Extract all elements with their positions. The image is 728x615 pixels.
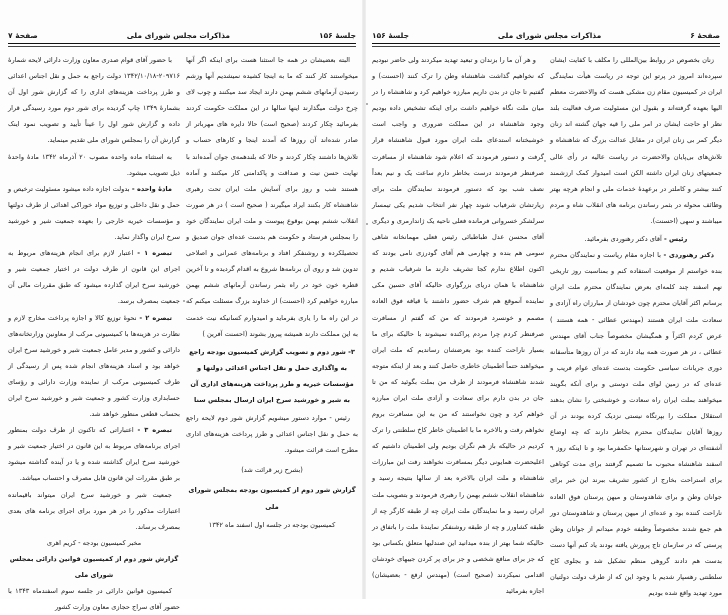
single-article [8, 181, 180, 245]
rahnavardi-speech [550, 247, 722, 601]
chair-statement: رئیس - موارد دستور میشویم گزارش شور دوم لایحه راجع به حمل و نقل اجناس اعدائی و طرز پرداخت هزینه‌های اداری مطرح است قرائت میشود. [186, 414, 358, 455]
chair-call [550, 231, 722, 247]
right-page [364, 0, 728, 599]
speaker-label: دکتر رهنوردی - [663, 251, 714, 260]
scan-speck [366, 103, 368, 105]
left-page-header [8, 28, 356, 42]
article-label: مادهٔ واحده - [131, 184, 172, 193]
right-page-number: صفحهٔ ۶ [690, 30, 720, 40]
note-1-label: تبصره ۱ - [137, 249, 172, 258]
speech-paragraph: زنان بخصوص در روابط بین‌المللی را مکلف با کفایت ایشان سپرده‌اند امروز در پرتو این توجه در ریاست هیأت نمایندگی ایران در کمیسیون مقام زن مشکی هست که والاحضرت معظم الیها بعهده گرفته‌اند و بقبول این مسئولیت صرف فعالیت بلند نظر او حاجت ایشان در امر ملی را قیه جهان گشته اند زنان دیگر کمر بی زنان ایران در مقابل عدالت بزرگ که شاهنشاه و تلاش‌های بی‌پایان والاحضرت در ریاست عالیه در رأی عالی جمعیتهای زنان ایران داشته الکن است امیدوار کمک ارزشمند کنند بیشتر و کاملتر در برعهدهٔ خدمات ملی و انجام هرچه بهتر وظائف محوله در بثمر رساندن برنامه های انقلاب شاه و مردم میباشند و سهی (احسنت). [550, 56, 722, 225]
note-3-text: اعتباراتی که تاکنون از طرف دولت بمنظور اجرای برنامه‌های مربوط به این قانون در اختیار جمعیت شیر و خورشید سرخ ایران گذاشته شده و یا در آینده گذاشته میشود بر طبق مقررات این قانون قابل مصرف و احتساب میباشد. [8, 426, 180, 483]
second-report-title: گزارش شور دوم از کمیسیون قوانین دارائی بمجلس شورای ملی [9, 554, 179, 579]
header-rule [8, 43, 356, 44]
right-page-header [372, 28, 720, 42]
second-report-intro: کمیسیون قوانین دارائی در جلسه سوم اسفندماه ۱۳۴۳ با حضور آقای سراج حجازی معاون وزارت کشور [8, 587, 180, 612]
scan-speck [183, 300, 185, 302]
exception-note: به استثناء ماده واحده مصوب ۲۰ آذرماه ۱۳۴۲ مادهٔ واحدهٔ ذیل تصویب میشود. [8, 152, 180, 177]
note-2-text: نحوهٔ توزیع کالا و اجازه پرداخت مخارج لازم و نظارت در هزینه‌ها با کمیسیونی مرکب از معاونین وزارتخانه‌های دارائی و کشور و مدیر عامل جمعیت شیر و خورشید سرخ ایران خواهد بود و اسناد هزینه‌های انجام شده پس از رسیدگی از طرف کمیسیونی مرکب از نماینده وزارت دارائی و رؤسای حسابداری وزارت کشور و جمعیت شیر و خورشید سرخ ایران بحساب قطعی منظور خواهد شد. [8, 313, 180, 419]
right-page-left-column [372, 52, 544, 599]
note-1 [8, 245, 180, 309]
report-intro: با حضور آقای قوام صدری معاون وزارت دارائی لایحه شمارهٔ ۲۰۹۷۱۶-۱۳۴۲/۱۰/۱۸ دولت راجع به حمل و نقل اجناس اعدائی و طرز پرداخت هزینه‌های اداری را که گزارش شور اول آن بشمارهٔ ۱۳۴۹ چاپ گردیده برای شور دوم مورد رسیدگی قرار داده و گزارش شور اول را عیناً تأیید و تصویب نمود اینک گزارش آن را بمجلس شورای ملی تقدیم مینماید. [8, 56, 180, 145]
rapporteur-signature: مخبر کمیسیون بودجه - کریم اهری [46, 538, 142, 547]
right-page-right-column [550, 52, 722, 601]
left-page-number: صفحهٔ ۷ [8, 30, 38, 40]
left-page-right-column [186, 52, 358, 533]
note-3 [8, 422, 180, 486]
chair-call-text: آقای دکتر رهنوردی بفرمائید. [584, 235, 662, 244]
left-page [0, 0, 364, 612]
note-2-label: تبصره ۲ - [139, 313, 172, 322]
article-text: بدولت اجازه داده میشود مسئولیت ترخیص و حمل و نقل داخلی و توزیع مواد خوراکی اهدائی از طرف دولتها و مؤسسات خیریه خارجی را بعهده جمعیت شیر و خورشید سرخ ایران واگذار نماید. [8, 184, 180, 242]
header-rule-thin [8, 46, 356, 47]
header-rule [372, 43, 720, 44]
scan-speck [366, 223, 368, 225]
speech-continuation: و هر آن ما را بزندان و تبعید تهدید میکردند ولی حاضر نبودیم که نخواهیم گذاشت شاهنشاه وطن را ترک کنند (احسنت) و گفتیم تا جان در بدن داریم مبارزه خواهیم کرد و شاهنشاه را در میان ملت نگاه خواهیم داشت برای اینکه تشخیص داده بودیم وجود شاهنشاه در این مملکت ضروری و واجب است خوشبختانه استدعای ملت ایران مورد قبول شاهنشاه قرار گرفت و دستور فرمودند که اعلام شود شاهنشاه از مسافرت صرفنظر فرمودند درست بخاطر دارم ساعت یک و نیم بعداً نصف شب بود که دستور فرمودند نمایندگان ملت برای زیارتشان شرفیاب شوند چهار نفر انتخاب شدیم یکی تیمسار سرلشکر خسروانی فرمانده فعلی ناحیه یک ژاندارمری و دیگری آقای محسن عدل طباطبائی رئیس فعلی مهمانخانه شاهی سومی هم بنده و چهارمی هم آقای گودرزی نامی بودند که اکنون اطلاع ندارم کجا تشریف دارند ما شرفیاب شدیم و شاهنشاه با همان دریای بزرگواری حالیکه آقای حسین مکی نماینده آنموقع هم شرف حضور داشتند با قیافه فوق العاده مصمم و خونسرد فرمودند که من که گفتم از مسافرت صرفنظر کردم چرا مردم پراکنده نمیشوند با حالیکه برای ما بسیار ناراحت کننده بود بعرضشان رساندیم که ملت ایران میخواهند حتماً اطمینان خاطری حاصل کنند و بعد از اینکه متوجه شدند شاهنشاه فرمودند از طرف من بملت بگوئید که من تا جان در بدن دارم برای سعادت و آزادی ملت ایران مبارزه خواهم کرد و چون نخواستند که من به این مسافرت بروم نخواهم رفت و بالاخره ما با اطمینان خاطر کاخ سلطنتی را ترک کردیم در حالیکه باز هم نگران بودیم ولی اطمینان داشتیم که اعلیحضرت همایونی دیگر بمسافرت نخواهند رفت این مبارزات شاهنشاه و ملت ایران بالاخره بعد از سالها بنتیجه رسید و شاهنشاه انقلاب ششم بهمن را رهبری فرمودند و بتصویب ملت ایران رسید و ما نمایندگان ملت ایران چه از طبقه کارگر چه از طبقه کشاورز و چه از طبقه روشنفکر نمایندهٔ ملت را باتفاق در حالیکه شما بهتر از بنده میدانید این صندلیها متعلق بکسانی بود که جز برای منافع شخصی و جز برای پر کردن جیبهای خودشان اقدامی نمیکردند (صحیح است) (مهندس ارفع - بعضیشان) اجازه بفرمائید [372, 56, 544, 596]
speaker-label: رئیس - [664, 235, 688, 244]
header-rule-thin [372, 46, 720, 47]
note-2 [8, 310, 180, 423]
speech-paragraph: البته بعضیشان در همه جا استثنا هست برای اینکه اگر آنها میخواستند کار کنند که ما به اینجا کشیده نمیشدیم آنها وزشم رسیدن آرمانهای ششم بهمن دارند ایجاد سد میکنند و چوب لای چرخ دولت میگذارند اینها سالها در این مملکت حکومت کردند بفرمائید چکار کردند (صحیح است) حالا دایره های مهرباتر از صادر شده‌اند آن روزها که آمدند اینجا و کارهای حساب و تلاش‌ها داشتند چکار کردند و حالا که بلند‌همه‌ی جوان آمده‌اند با نهایت حسن نیت و صداقت و پاکدامنی کار میکنند و آماده هستند شب و روز برای آسایش ملت ایران تحت رهبری شاهنشاه کار بکنند ایراد میگیرند ( صحیح است ) در هر صورت انقلاب ششم بهمن بوقوع پیوست و ملت ایران نمایندگان خود را بمجلس فرستاد و حکومت هم بدست عده‌ای جوان صدیق و تحصیلکرده و روشنفکر افتاد و برنامه‌های عمرانی و اصلاحی تدوین شد و روی آن برنامه‌ها شروع به اقدام گردیده و تا آخرین قطره خون خود در راه بثمر رساندن آرمانهای ششم بهمن مبارزه خواهیم کرد (احسنت) از خداوند بزرگ مسئلت میکنم که در این راه ما را یاری بفرماید و امیدوارم کسانیکه نیت خدمت به این مملکت دارند همیشه پیروز بشوند (احسنت آفرین ) [186, 56, 358, 338]
report-title: گزارش شور دوم از کمیسیون بودجه بمجلس شورای ملی [188, 486, 356, 511]
right-header-title: مذاکرات مجلس شورای ملی [497, 30, 602, 40]
right-session-label: جلسهٔ ۱۵۶ [372, 30, 409, 40]
left-session-label: جلسهٔ ۱۵۶ [319, 30, 356, 40]
note-3-label: تبصره ۳ - [137, 426, 172, 435]
reading-note: (بشرح زیر قرائت شد) [241, 466, 303, 475]
rahnavardi-speech-text: با اجازه مقام ریاست و نمایندگان محترم بنده خواستم از موقعیت استفاده کنم و بمناسبت روز تاریخی نهم اسفند چند کلمه‌ای بعرض نمایندگان محترم ملت ایران برسانم اکثر آقایان محترم چون خودشان از مبارزان راه آزادی و سعادت ملت ایران هستند (مهندس عطائی - همه هستند ) عرض کردم اکثراً و همگیشان مخصوصاً جناب آقای مهندس عطائی ، در هر صورت همه بیاد دارند که در آن روزها متأسفانه دوری جریانات سیاسی حکومت بدست عده‌ای عوام فریب و عده‌ای که در زمین لوای ملت دوستی و برای آنکه بگویند میخواهند بملت ایران راه سعادت و خوشبختی را نشان بدهند استقلال مملکت را بپرتگاه نیستی نزدیک کرده بودند در آن روزها آقایان نمایندگان محترم بخاطر دارند که چه اوضاع آشفته‌ای در تهران و شهرستانها حکمفرما بود و تا اینکه روز ۹ اسفند شاهنشاه محبوب ما تصمیم گرفتند برای مدت کوتاهی برای استراحت بخارج از کشور تشریف ببرند این خبر برای جوانان وطن و برای شاهدوستان و میهن پرستان فوق العاده ناراحت کننده بود و عده‌ای از میهن پرستان و شاهدوستان دور هم جمع شدند مخصوصاً وظیفه خودم میدانم از جوانان وطن پرستی که در سازمان تاج پرورش یافته بودند یاد کنم آنها دست بدست هم دادند گروهی منظم تشکیل شد و بجلوی کاخ سلطنتی رهسپار شدیم با وجود این که از طرف دولت دولتیان مورد تهدید واقع شده بودیم [550, 251, 722, 598]
remaining-credit-clause: جمعیت شیر و خورشید سرخ ایران میتواند باقیمانده اعتبارات مذکور را در هر مورد برای اجرای برنامه های بعدی بمصرف برساند. [8, 490, 180, 531]
note-1-text: اعتبار لازم برای انجام هزینه‌های مربوط به اجرای این قانون از طرف دولت در اختیار جمعیت شیر و خورشید سرخ ایران گذارده میشود که طبق مقررات مالی آن جمعیت بمصرف برسد. [8, 249, 180, 306]
report-date-line: کمیسیون بودجه در جلسه اول اسفند ماه ۱۳۴۲ [208, 520, 336, 529]
left-page-left-column [8, 52, 180, 615]
scan-speck [544, 160, 546, 162]
agenda-heading: ۳- شور دوم و تصویب گزارش کمیسیون بودجه راجع به واگذاری حمل و نقل اجناس اعدائی دولتها و مؤسسات خیریه و طرز پرداخت هزینه‌های اداری آن به شیر و خورشید سرخ ایران ارسال بمجلس سنا [189, 347, 355, 404]
left-header-title: مذاکرات مجلس شورای ملی [126, 30, 231, 40]
